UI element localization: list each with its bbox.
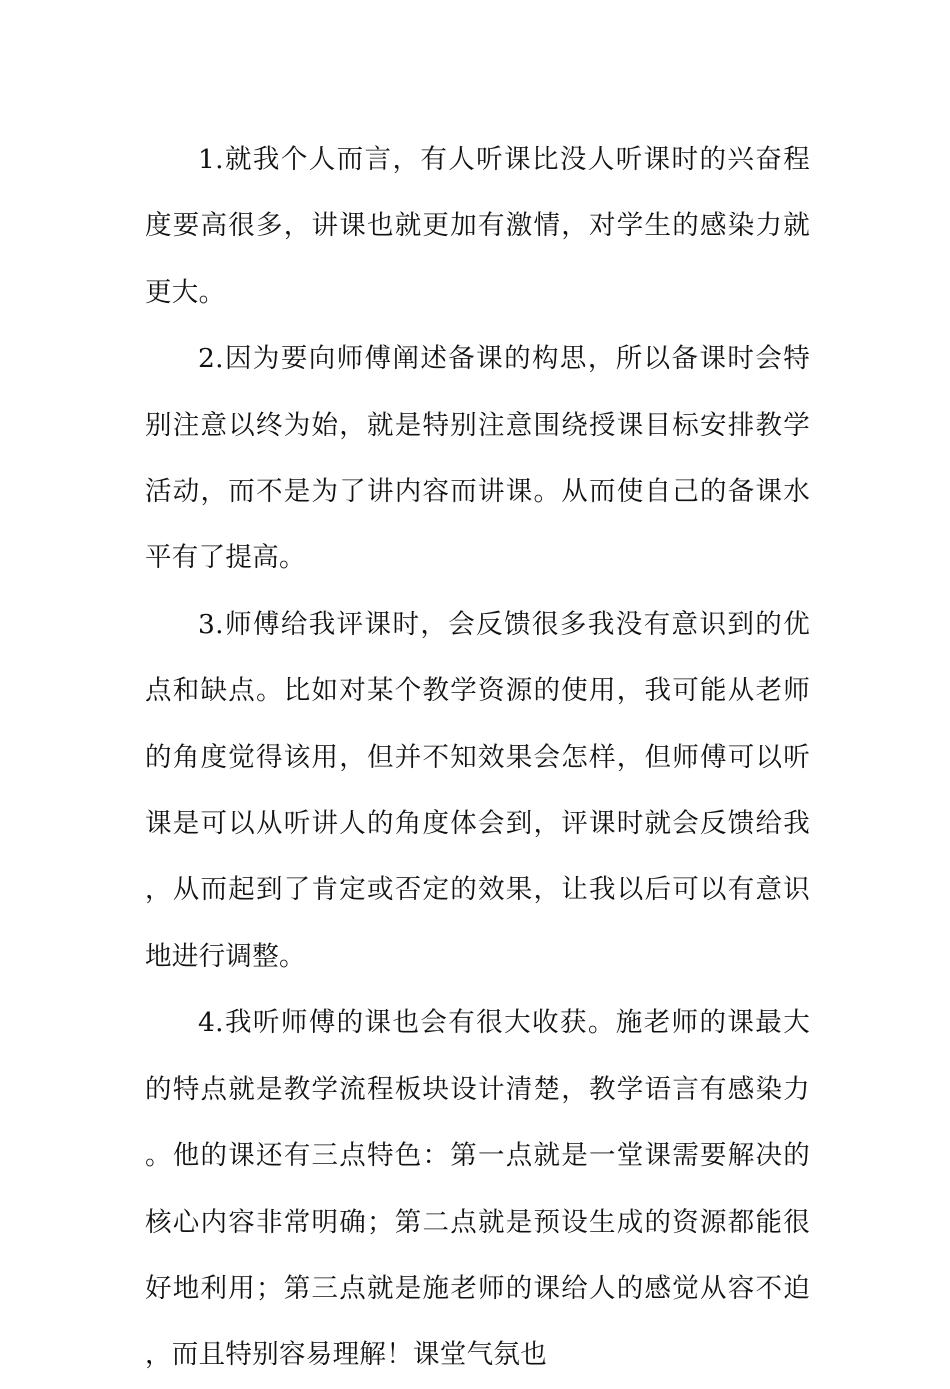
document-body bbox=[145, 127, 810, 1389]
paragraph-4: 4.我听师傅的课也会有很大收获。施老师的课最大的特点就是教学流程板块设计清楚，教学语言有感染力。他的课还有三点特色：第一点就是一堂课需要解决的核心内容非常明确；第二点就是预设生成的资源都能很好地利用；第三点就是施老师的课给人的感觉从容不迫，而且特别容易理解！课堂气氛也 bbox=[145, 1007, 810, 1371]
paragraph-3: 3.师傅给我评课时，会反馈很多我没有意识到的优点和缺点。比如对某个教学资源的使用，我可能从老师的角度觉得该用，但并不知效果会怎样，但师傅可以听课是可以从听讲人的角度体会到，评课时就会反馈给我，从而起到了肯定或否定的效果，让我以后可以有意识地进行调整。 bbox=[145, 608, 810, 972]
paragraph-1: 1.就我个人而言，有人听课比没人听课时的兴奋程度要高很多，讲课也就更加有激情，对学生的感染力就更大。 bbox=[145, 144, 810, 308]
paragraph-2: 2.因为要向师傅阐述备课的构思，所以备课时会特别注意以终为始，就是特别注意围绕授课目标安排教学活动，而不是为了讲内容而讲课。从而使自己的备课水平有了提高。 bbox=[145, 343, 810, 574]
